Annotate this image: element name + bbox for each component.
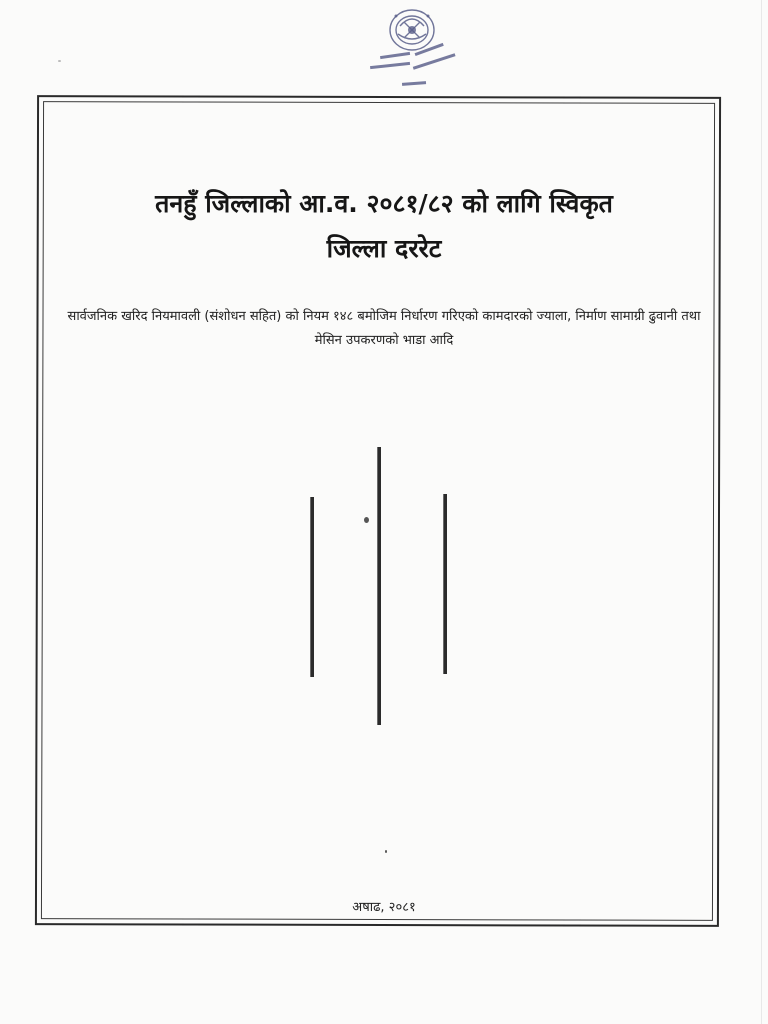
scan-speck: [364, 517, 369, 523]
scan-edge: [761, 0, 762, 1024]
office-stamp: [356, 4, 468, 96]
decorative-vertical-line-left: [310, 497, 314, 677]
document-title: तनहुँ जिल्लाको आ.व. २०८१/८२ को लागि स्विकृत: [155, 189, 613, 218]
scan-speck: [385, 850, 387, 853]
scan-speck: [58, 60, 61, 62]
document-date: अषाढ, २०८१: [352, 900, 416, 915]
emblem-icon: [356, 4, 468, 96]
document-title-line-2: जिल्ला दररेट: [326, 234, 442, 263]
decorative-vertical-line-center: [377, 447, 381, 725]
document-subtitle: सार्वजनिक खरिद नियमावली (संशोधन सहित) को नियम १४८ बमोजिम निर्धारण गरिएको कामदारको ज्याला, निर्माण सामाग्री ढुवानी तथा मेसिन उपकरणको भाडा आदि: [67, 309, 701, 348]
decorative-vertical-line-right: [443, 494, 447, 674]
